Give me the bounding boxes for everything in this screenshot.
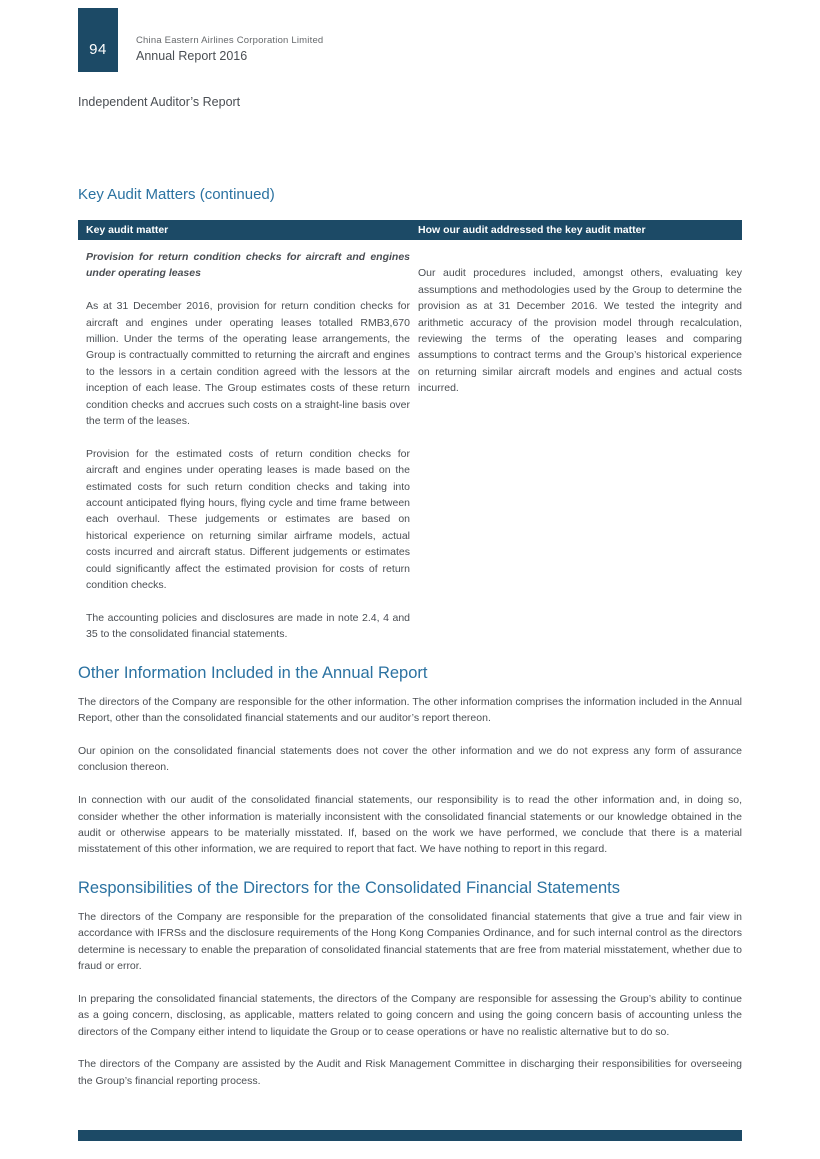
responsibilities-paragraph: The directors of the Company are responsible for the preparation of the consolidated financial statements that give a true and fair view in accordance with IFRSs and the disclosure requirements of the Hong Kong Companies Ordinance, and for such internal control as the directors determine is necessary to enable the preparation of consolidated financial statements that are free from material misstatement, whether due to fraud or error. [78,910,742,972]
other-information-paragraph: The directors of the Company are responsible for the other information. The other information comprises the information included in the Annual Report, other than the consolidated financial statements and our auditor’s report thereon. [78,695,742,725]
main-content [78,186,742,1089]
responsibilities-paragraph: The directors of the Company are assisted by the Audit and Risk Management Committee in discharging their responsibilities for overseeing the Group’s financial reporting process. [78,1058,742,1087]
page-header [78,8,323,72]
kam-response-paragraph: Our audit procedures included, amongst others, evaluating key assumptions and methodologies used by the Group to determine the provision as at 31 December 2016. We tested the integrity and arithmetic accuracy of the provision model through recalculation, reviewing the terms of the operating leases and comparing assumptions to contract terms and the Group’s historical experience on returning similar aircraft models and engines and actual costs incurred. [418,267,742,395]
kam-table-header [78,220,742,240]
other-information-paragraph: In connection with our audit of the consolidated financial statements, our responsibility is to read the other information and, in doing so, consider whether the other information is materially inconsistent with the consolidated financial statements or our knowledge obtained in the audit or otherwise appears to be materially misstated. If, based on the work we have performed, we conclude that there is a material misstatement of this other information, we are required to report that fact. We have nothing to report in this regard. [78,794,742,856]
other-information-heading: Other Information Included in the Annual Report [78,663,428,682]
kam-matter-paragraph: As at 31 December 2016, provision for return condition checks for aircraft and engines under operating leases totalled RMB3,670 million. Under the terms of the operating lease arrangements, the Group is contractually committed to returning the aircraft and engines to the lessors in a certain condition agreed with the lessors at the inception of each lease. The Group estimates costs of these return condition checks and accrues such costs on a straight-line basis over the term of the leases. [86,300,410,428]
footer-bar [78,1130,742,1141]
kam-matter-title: Provision for return condition checks for aircraft and engines under operating leases [86,251,410,280]
kam-table-header-right: How our audit addressed the key audit matter [418,224,646,236]
kam-matter-paragraph: Provision for the estimated costs of return condition checks for aircraft and engines under operating leases is made based on the estimated costs for such return condition checks and taking into account anticipated flying hours, flying cycle and time frame between each overhaul. These judgements or estimates are based on historical experience on returning similar airframe models, actual costs incurred and aircraft status. Different judgements or estimates could significantly affect the estimated provision for costs of return condition checks. [86,447,410,592]
kam-matter-paragraph: The accounting policies and disclosures are made in note 2.4, 4 and 35 to the consolidated financial statements. [86,611,410,641]
responsibilities-paragraph: In preparing the consolidated financial statements, the directors of the Company are responsible for assessing the Group’s ability to continue as a going concern, disclosing, as applicable, matters related to going concern and using the going concern basis of accounting unless the directors of the Company either intend to liquidate the Group or to cease operations or have no realistic alternative but to do so. [78,992,742,1038]
kam-section-heading: Key Audit Matters (continued) [78,186,275,203]
page-number: 94 [89,40,107,58]
document-title: Independent Auditor’s Report [78,95,241,109]
responsibilities-heading: Responsibilities of the Directors for the Consolidated Financial Statements [78,878,621,897]
kam-matter-column [86,249,410,643]
other-information-paragraph: Our opinion on the consolidated financial statements does not cover the other information and we do not express any form of assurance conclusion thereon. [78,744,742,774]
header-text [136,8,323,63]
page-number-box [78,8,118,72]
kam-response-column [418,249,742,643]
company-name: China Eastern Airlines Corporation Limited [136,35,324,46]
kam-table-body [78,249,742,643]
kam-table-header-left: Key audit matter [86,224,169,236]
report-title: Annual Report 2016 [136,49,248,63]
